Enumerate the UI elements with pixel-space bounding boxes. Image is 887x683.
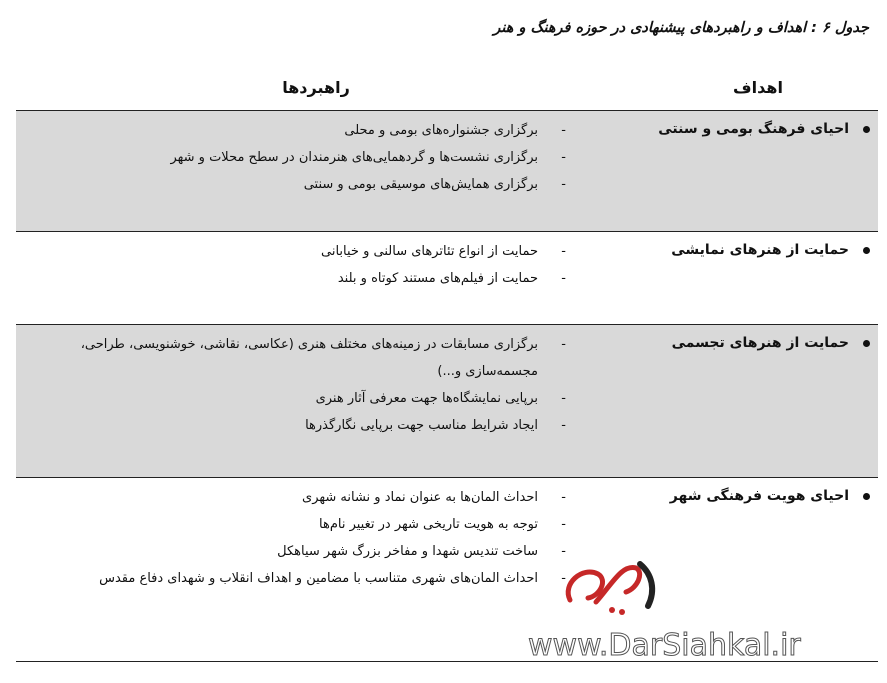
goal-cell	[630, 242, 870, 258]
strategy-item: - برگزاری نشست‌ها و گردهمایی‌های هنرمندان در سطح محلات و شهر	[24, 144, 538, 171]
strategy-list	[24, 331, 566, 439]
dash-marker: -	[561, 150, 566, 165]
dash-marker: -	[561, 271, 566, 286]
strategy-list	[24, 117, 566, 198]
strategy-item: - احداث المان‌ها به عنوان نماد و نشانه شهری	[24, 484, 538, 511]
bullet-icon	[863, 493, 870, 500]
goal-label: حمایت از هنرهای تجسمی	[671, 335, 849, 351]
dash-marker: -	[561, 337, 566, 352]
goal-label: حمایت از هنرهای نمایشی	[671, 242, 849, 258]
dash-marker: -	[561, 571, 566, 586]
strategy-item: - برگزاری مسابقات در زمینه‌های مختلف هنری (عکاسی، نقاشی، خوشنویسی، طراحی، مجسمه‌سازی و...)	[24, 331, 538, 385]
darsiahkal-logo-icon	[552, 544, 672, 624]
dash-marker: -	[561, 391, 566, 406]
table-header-row	[16, 72, 878, 111]
header-goals: اهداف	[733, 78, 783, 97]
dash-marker: -	[561, 418, 566, 433]
goal-cell	[630, 335, 870, 351]
table-row-visual-arts	[16, 325, 878, 478]
goal-label: احیای فرهنگ بومی و سنتی	[658, 121, 849, 137]
bullet-icon	[863, 247, 870, 254]
bullet-icon	[863, 126, 870, 133]
dash-marker: -	[561, 544, 566, 559]
strategy-item: - ساخت تندیس شهدا و مفاخر بزرگ شهر سیاهکل	[24, 538, 538, 565]
strategy-item: - برگزاری جشنواره‌های بومی و محلی	[24, 117, 538, 144]
dash-marker: -	[561, 244, 566, 259]
header-strategies: راهبردها	[282, 78, 350, 97]
dash-marker: -	[561, 490, 566, 505]
watermark-url: www.DarSiahkal.ir	[528, 628, 801, 663]
strategy-item: - برگزاری همایش‌های موسیقی بومی و سنتی	[24, 171, 538, 198]
bullet-icon	[863, 340, 870, 347]
goal-cell	[630, 488, 870, 504]
table-caption: جدول ۶ : اهداف و راهبردهای پیشنهادی در حوزه فرهنگ و هنر	[493, 20, 869, 36]
table-row-traditional-culture	[16, 111, 878, 232]
strategy-item: - توجه به هویت تاریخی شهر در تغییر نام‌ها	[24, 511, 538, 538]
dash-marker: -	[561, 177, 566, 192]
site-watermark	[528, 540, 828, 665]
dash-marker: -	[561, 123, 566, 138]
goal-label: احیای هویت فرهنگی شهر	[669, 488, 849, 504]
dash-marker: -	[561, 517, 566, 532]
strategy-item: - احداث المان‌های شهری متناسب با مضامین و اهداف انقلاب و شهدای دفاع مقدس	[24, 565, 538, 592]
strategy-item: - برپایی نمایشگاه‌ها جهت معرفی آثار هنری	[24, 385, 538, 412]
table-row-performing-arts	[16, 232, 878, 325]
strategy-item: - ایجاد شرایط مناسب جهت برپایی نگارگذرها	[24, 412, 538, 439]
strategy-item: - حمایت از فیلم‌های مستند کوتاه و بلند	[24, 265, 538, 292]
goal-cell	[630, 121, 870, 137]
strategy-item: - حمایت از انواع تئاترهای سالنی و خیابانی	[24, 238, 538, 265]
strategy-list	[24, 484, 566, 592]
strategy-list	[24, 238, 566, 292]
